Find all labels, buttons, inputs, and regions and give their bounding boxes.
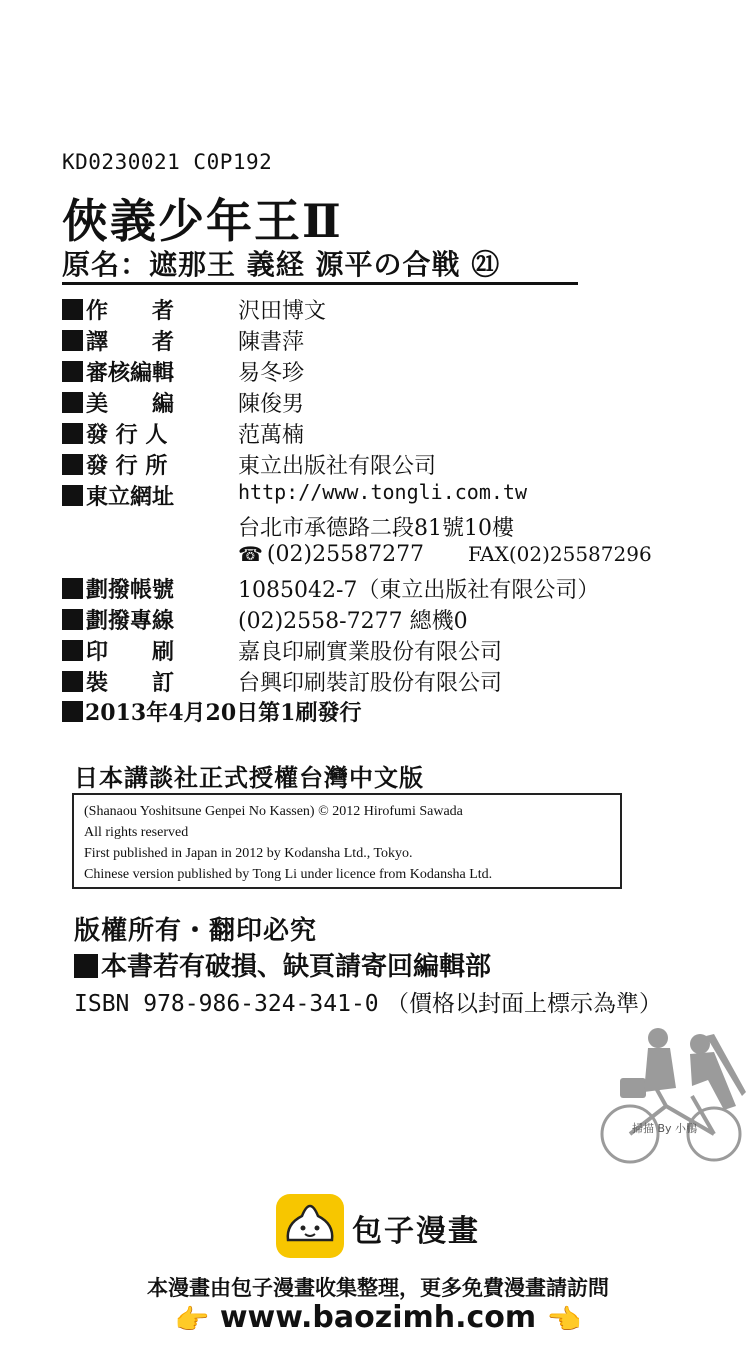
- credit-value: 易冬珍: [238, 361, 305, 386]
- print-date: 2013年4月20日第1刷發行: [62, 696, 361, 727]
- credit-value: 范萬楠: [238, 423, 305, 448]
- credit-row: [62, 294, 702, 325]
- square-bullet-icon: [62, 485, 83, 506]
- credit-value: 陳書萍: [238, 330, 305, 355]
- square-bullet-icon: [62, 330, 83, 351]
- credit-row: [62, 449, 702, 480]
- credit-value: 嘉良印刷實業股份有限公司: [238, 640, 503, 665]
- credit-label: 劃撥帳號: [62, 573, 174, 604]
- square-bullet-icon: [62, 392, 83, 413]
- address: 台北市承德路二段81號10樓: [238, 516, 514, 541]
- copyright-line: (Shanaou Yoshitsune Genpei No Kassen) © 2012 Hirofumi Sawada: [84, 804, 463, 819]
- credit-value: 沢田博文: [238, 299, 327, 324]
- credit-value: 台興印刷裝訂股份有限公司: [238, 671, 503, 696]
- pointing-right-hand-icon: 👉: [174, 1303, 210, 1336]
- price-note: （價格以封面上標示為準）: [385, 991, 662, 1017]
- site-url-row[interactable]: [0, 1300, 756, 1336]
- website-url: http://www.tongli.com.tw: [238, 480, 527, 504]
- square-bullet-icon: [62, 299, 83, 320]
- square-bullet-icon: [62, 671, 83, 692]
- credit-label: 東立網址: [62, 480, 174, 511]
- credit-label: 發 行 人: [62, 418, 167, 449]
- credit-label: 印 刷: [62, 635, 174, 666]
- square-bullet-icon: [62, 701, 83, 722]
- logo-text: 包子漫畫: [352, 1214, 480, 1249]
- credit-label: 劃撥專線: [62, 604, 174, 635]
- credit-row: [62, 604, 702, 635]
- square-bullet-icon: [74, 954, 98, 978]
- credit-value: (02)2558-7277 總機0: [238, 609, 468, 634]
- baozi-logo-icon: [276, 1194, 344, 1258]
- credit-label: 作 者: [62, 294, 174, 325]
- square-bullet-icon: [62, 361, 83, 382]
- credit-label: 發 行 所: [62, 449, 167, 480]
- original-title: 原名：遮那王 義経 源平の合戦 ㉑: [62, 248, 501, 281]
- credit-row: [62, 325, 702, 356]
- credit-row: [62, 480, 702, 511]
- credits-list: [62, 294, 702, 697]
- square-bullet-icon: [62, 578, 83, 599]
- credit-row: [62, 573, 702, 604]
- credit-value: 東立出版社有限公司: [238, 454, 437, 479]
- square-bullet-icon: [62, 609, 83, 630]
- pointing-left-hand-icon: 👈: [546, 1303, 582, 1336]
- rights-notice: 版權所有・翻印必究: [74, 916, 318, 946]
- damaged-notice: 本書若有破損、缺頁請寄回編輯部: [74, 946, 491, 983]
- promo-text: 本漫畫由包子漫畫收集整理，更多免費漫畫請訪問: [147, 1276, 609, 1300]
- square-bullet-icon: [62, 454, 83, 475]
- bicycle-silhouette-illustration: [596, 1026, 752, 1166]
- credit-value: 1085042-7（東立出版社有限公司）: [238, 578, 600, 603]
- fax: FAX(02)25587296: [468, 542, 652, 566]
- site-url[interactable]: www.baozimh.com: [219, 1300, 537, 1335]
- credit-row: [62, 387, 702, 418]
- credit-row: [62, 635, 702, 666]
- credit-label: 裝 訂: [62, 666, 174, 697]
- copyright-box: [72, 793, 622, 889]
- isbn: ISBN 978-986-324-341-0: [74, 991, 379, 1017]
- credit-value: 陳俊男: [238, 392, 305, 417]
- phone-icon: ☎: [238, 542, 263, 566]
- credit-label: 審核編輯: [62, 356, 174, 387]
- copyright-line: All rights reserved: [84, 825, 189, 840]
- phone-row: [62, 542, 702, 573]
- credit-row: [62, 666, 702, 697]
- credit-label: 美 編: [62, 387, 174, 418]
- isbn-line: [74, 985, 662, 1018]
- copyright-line: Chinese version published by Tong Li under licence from Kodansha Ltd.: [84, 867, 493, 882]
- license-notice: 日本講談社正式授權台灣中文版: [74, 763, 424, 792]
- copyright-line: First published in Japan in 2012 by Kodansha Ltd., Tokyo.: [84, 846, 413, 861]
- credit-row: [62, 418, 702, 449]
- square-bullet-icon: [62, 423, 83, 444]
- catalog-code: KD0230021 C0P192: [62, 150, 273, 174]
- title-rule: [62, 282, 578, 285]
- phone: ☎ (02)25587277: [238, 542, 425, 567]
- credit-row: [62, 356, 702, 387]
- book-title: 俠義少年王Ⅱ: [62, 194, 343, 248]
- address-row: [62, 511, 702, 542]
- credit-label: 譯 者: [62, 325, 174, 356]
- square-bullet-icon: [62, 640, 83, 661]
- scan-credit: 掃描 By 小鵬: [632, 1122, 698, 1135]
